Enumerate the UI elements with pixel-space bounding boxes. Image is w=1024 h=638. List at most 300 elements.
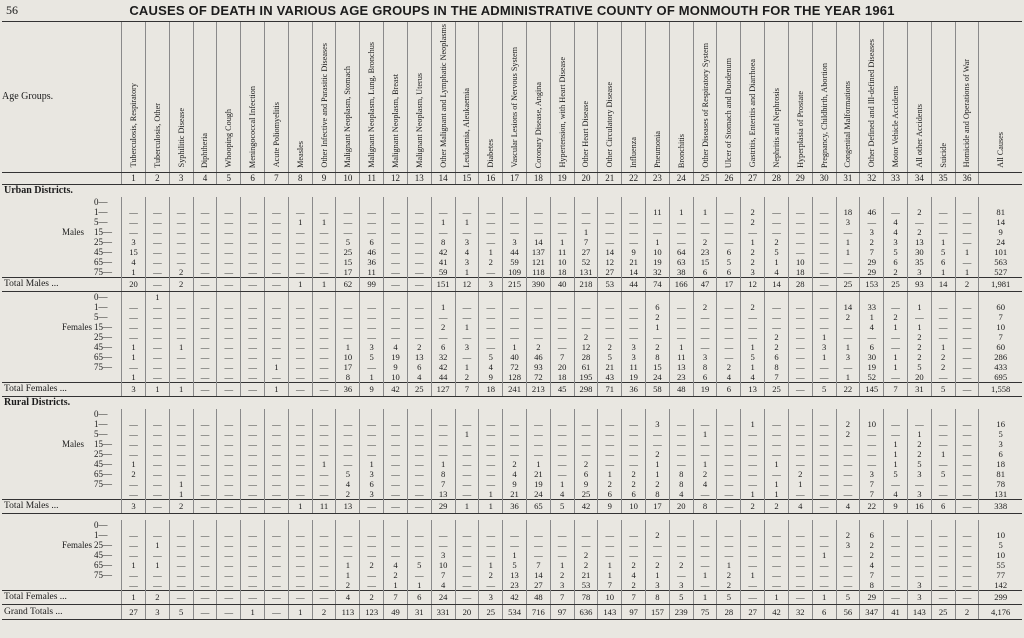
table-cell	[979, 409, 1022, 419]
table-cell: 10	[646, 247, 670, 257]
table-cell: —	[550, 469, 574, 479]
table-cell: —	[622, 439, 646, 449]
column-header-label: All Causes	[996, 132, 1006, 168]
table-cell: 195	[574, 372, 598, 383]
table-cell	[407, 520, 431, 530]
row-label	[2, 550, 122, 560]
table-cell: 21	[622, 257, 646, 267]
table-cell: —	[693, 419, 717, 429]
table-cell: 2	[741, 217, 765, 227]
table-cell: 1	[741, 570, 765, 580]
table-cell: 1	[169, 342, 193, 352]
table-cell: —	[312, 560, 336, 570]
row-label	[2, 217, 122, 227]
table-cell: 1	[503, 342, 527, 352]
table-cell: 78	[574, 590, 598, 604]
table-cell: —	[503, 429, 527, 439]
table-cell: —	[884, 479, 908, 489]
table-cell: 19	[693, 382, 717, 396]
table-cell: 2	[169, 267, 193, 278]
table-cell: 1	[765, 479, 789, 489]
table-cell: —	[836, 362, 860, 372]
table-cell: —	[622, 530, 646, 540]
table-cell: —	[693, 332, 717, 342]
table-cell: 1	[169, 489, 193, 500]
table-cell: 4	[384, 342, 408, 352]
table-cell: —	[646, 429, 670, 439]
table-cell: 4	[884, 227, 908, 237]
table-cell: —	[836, 257, 860, 267]
table-cell: —	[265, 499, 289, 513]
table-cell: 3	[907, 469, 931, 479]
table-cell: 127	[431, 382, 455, 396]
table-cell: —	[288, 530, 312, 540]
table-cell: —	[836, 459, 860, 469]
table-cell: —	[955, 227, 979, 237]
table-cell: —	[336, 207, 360, 217]
table-cell: —	[145, 419, 169, 429]
table-cell	[860, 409, 884, 419]
table-cell: —	[241, 382, 265, 396]
table-cell: 1	[312, 459, 336, 469]
table-cell: 2	[717, 580, 741, 591]
table-cell: —	[169, 590, 193, 604]
table-cell: —	[241, 540, 265, 550]
column-header	[979, 22, 1022, 173]
table-cell: 2	[836, 429, 860, 439]
table-cell: —	[312, 352, 336, 362]
table-cell: 21	[574, 570, 598, 580]
table-cell: —	[693, 227, 717, 237]
table-cell: —	[241, 499, 265, 513]
table-cell: 2	[693, 302, 717, 312]
table-cell: —	[336, 332, 360, 342]
table-cell: —	[812, 362, 836, 372]
table-cell: 2	[741, 302, 765, 312]
table-cell: —	[193, 237, 217, 247]
table-cell	[693, 409, 717, 419]
table-cell: —	[122, 217, 146, 227]
table-cell: —	[169, 439, 193, 449]
table-cell: —	[241, 469, 265, 479]
table-cell: —	[574, 322, 598, 332]
column-header-row	[2, 22, 1022, 173]
table-cell: —	[574, 449, 598, 459]
table-cell: 47	[693, 277, 717, 291]
table-cell: 23	[693, 247, 717, 257]
table-cell: —	[241, 429, 265, 439]
column-header-label: Malignant Neoplasm, Uterus	[414, 72, 424, 168]
table-cell: 36	[622, 382, 646, 396]
table-cell: —	[265, 267, 289, 278]
table-cell: 1	[669, 342, 693, 352]
table-cell: 31	[907, 382, 931, 396]
column-header	[241, 22, 265, 173]
table-cell	[836, 291, 860, 302]
table-cell	[907, 520, 931, 530]
table-cell: 1	[550, 560, 574, 570]
table-cell: 25	[336, 247, 360, 257]
table-cell	[574, 291, 598, 302]
table-cell: —	[169, 560, 193, 570]
table-cell: —	[693, 217, 717, 227]
table-cell: 2	[622, 479, 646, 489]
table-cell: 1	[907, 322, 931, 332]
table-body	[2, 184, 1022, 619]
table-cell: —	[788, 207, 812, 217]
table-cell: —	[265, 489, 289, 500]
table-cell: —	[812, 429, 836, 439]
table-cell: —	[265, 429, 289, 439]
table-cell: 1	[122, 352, 146, 362]
table-cell: —	[479, 479, 503, 489]
table-cell: —	[455, 419, 479, 429]
table-cell: 1	[955, 247, 979, 257]
table-cell: 10	[860, 419, 884, 429]
column-number: 26	[717, 172, 741, 184]
table-cell	[193, 197, 217, 207]
table-cell: —	[241, 342, 265, 352]
table-cell: 2	[860, 550, 884, 560]
table-cell: —	[931, 302, 955, 312]
table-cell: 59	[503, 257, 527, 267]
table-cell: —	[145, 322, 169, 332]
table-cell	[717, 520, 741, 530]
table-cell: 4	[336, 590, 360, 604]
row-label	[2, 237, 122, 247]
table-cell: 2	[836, 530, 860, 540]
table-cell: —	[836, 479, 860, 489]
table-cell: —	[122, 449, 146, 459]
table-cell: —	[407, 540, 431, 550]
table-cell: 25	[836, 277, 860, 291]
table-cell: 2	[455, 372, 479, 383]
table-cell: 1	[431, 217, 455, 227]
column-header	[526, 22, 550, 173]
table-cell: —	[288, 372, 312, 383]
table-cell: 1	[741, 342, 765, 352]
table-cell: —	[788, 429, 812, 439]
table-cell: —	[669, 439, 693, 449]
table-cell: 2	[169, 499, 193, 513]
table-cell: —	[288, 257, 312, 267]
table-cell: 58	[646, 382, 670, 396]
age-group-row	[2, 332, 1022, 342]
table-cell: —	[312, 439, 336, 449]
table-cell: —	[217, 382, 241, 396]
table-cell: —	[169, 322, 193, 332]
table-cell: 11	[622, 362, 646, 372]
table-cell: —	[360, 449, 384, 459]
table-cell: 113	[336, 604, 360, 619]
table-cell: —	[598, 207, 622, 217]
table-cell	[479, 520, 503, 530]
table-cell: —	[407, 449, 431, 459]
table-cell	[836, 409, 860, 419]
table-cell: —	[955, 560, 979, 570]
table-cell: —	[169, 580, 193, 591]
table-cell: 3	[836, 352, 860, 362]
table-cell: —	[265, 419, 289, 429]
table-cell: 42	[431, 362, 455, 372]
row-label	[2, 570, 122, 580]
table-cell: 42	[431, 247, 455, 257]
age-group-row	[2, 257, 1022, 267]
table-cell: —	[479, 439, 503, 449]
table-cell: —	[741, 550, 765, 560]
table-cell	[669, 520, 693, 530]
table-cell: 14	[622, 267, 646, 278]
table-cell: 9	[360, 382, 384, 396]
table-cell: —	[479, 469, 503, 479]
table-cell: 1	[836, 247, 860, 257]
table-cell	[622, 409, 646, 419]
table-cell: 93	[526, 362, 550, 372]
table-cell: 6	[693, 372, 717, 383]
table-cell: 59	[431, 267, 455, 278]
table-cell: —	[884, 372, 908, 383]
table-cell: 18	[979, 459, 1022, 469]
table-cell: 13	[336, 499, 360, 513]
table-cell: —	[193, 580, 217, 591]
table-cell	[265, 291, 289, 302]
table-cell: 5	[669, 590, 693, 604]
table-cell: —	[741, 560, 765, 570]
column-header	[717, 22, 741, 173]
table-cell: —	[265, 530, 289, 540]
table-cell: —	[193, 342, 217, 352]
table-cell: —	[765, 302, 789, 312]
table-cell: 17	[336, 267, 360, 278]
table-cell: 27	[574, 247, 598, 257]
table-cell: 4	[717, 372, 741, 383]
row-label	[2, 429, 122, 439]
table-cell: —	[479, 459, 503, 469]
age-label: 25—	[94, 448, 112, 459]
table-cell: 1	[455, 217, 479, 227]
table-cell: 2	[646, 560, 670, 570]
age-group-row	[2, 489, 1022, 500]
table-cell: —	[265, 570, 289, 580]
table-cell: 3	[479, 590, 503, 604]
table-cell: —	[384, 312, 408, 322]
table-cell	[860, 520, 884, 530]
table-cell: —	[312, 429, 336, 439]
table-cell: —	[336, 312, 360, 322]
table-cell: —	[288, 570, 312, 580]
table-cell: 5	[765, 247, 789, 257]
table-cell: —	[788, 530, 812, 540]
table-cell: —	[407, 530, 431, 540]
table-cell	[884, 409, 908, 419]
table-cell	[241, 520, 265, 530]
table-cell: 4	[693, 479, 717, 489]
column-header-label: Other Infective and Parasitic Diseases	[319, 43, 329, 168]
table-cell: 1	[169, 382, 193, 396]
table-cell	[550, 291, 574, 302]
table-cell: 7	[860, 489, 884, 500]
age-label: 0—	[94, 408, 108, 419]
age-label: 1—	[94, 418, 108, 429]
table-cell	[336, 409, 360, 419]
table-cell: 2	[646, 479, 670, 489]
table-cell: —	[145, 207, 169, 217]
table-cell: 1	[765, 257, 789, 267]
table-cell: 46	[860, 207, 884, 217]
table-cell: —	[526, 322, 550, 332]
table-cell: —	[598, 332, 622, 342]
table-cell: —	[384, 479, 408, 489]
table-cell: —	[312, 322, 336, 332]
table-cell: 3	[907, 267, 931, 278]
table-cell: 8	[693, 362, 717, 372]
table-cell	[884, 520, 908, 530]
table-cell: —	[145, 257, 169, 267]
table-cell: —	[622, 302, 646, 312]
table-cell: 35	[907, 257, 931, 267]
column-number: 25	[693, 172, 717, 184]
column-header	[431, 22, 455, 173]
table-cell: 3	[479, 277, 503, 291]
table-cell: —	[360, 439, 384, 449]
row-label	[2, 267, 122, 278]
table-cell: —	[788, 322, 812, 332]
table-cell: —	[526, 312, 550, 322]
table-cell: 2	[479, 570, 503, 580]
table-cell: —	[479, 550, 503, 560]
table-cell: —	[717, 459, 741, 469]
table-cell: —	[241, 570, 265, 580]
table-cell: —	[217, 352, 241, 362]
table-cell	[503, 409, 527, 419]
table-cell	[931, 520, 955, 530]
table-cell: 13	[669, 362, 693, 372]
table-cell: —	[217, 227, 241, 237]
column-header	[384, 22, 408, 173]
table-cell: 1	[336, 560, 360, 570]
table-cell: —	[288, 540, 312, 550]
table-cell: —	[788, 439, 812, 449]
table-cell: —	[812, 560, 836, 570]
table-cell: —	[193, 322, 217, 332]
row-label	[2, 530, 122, 540]
column-header	[455, 22, 479, 173]
table-cell: —	[765, 227, 789, 237]
table-cell: —	[812, 277, 836, 291]
table-cell: 2	[765, 342, 789, 352]
table-cell: —	[907, 479, 931, 489]
table-cell: —	[312, 382, 336, 396]
table-cell: —	[241, 207, 265, 217]
table-cell: 1	[812, 590, 836, 604]
table-cell: —	[955, 257, 979, 267]
column-number: 11	[360, 172, 384, 184]
table-cell: —	[550, 540, 574, 550]
table-cell: —	[122, 489, 146, 500]
table-cell: 19	[622, 372, 646, 383]
table-cell: —	[598, 322, 622, 332]
table-cell: —	[217, 362, 241, 372]
table-cell: —	[526, 302, 550, 312]
column-number: 31	[836, 172, 860, 184]
age-group-row	[2, 247, 1022, 257]
table-cell: —	[384, 530, 408, 540]
table-cell: 44	[431, 372, 455, 383]
table-cell: 142	[979, 580, 1022, 591]
table-cell: —	[526, 207, 550, 217]
table-cell: —	[765, 322, 789, 332]
table-cell: —	[526, 530, 550, 540]
row-label: Total Females ...	[2, 590, 122, 604]
table-cell: —	[217, 312, 241, 322]
table-cell	[288, 291, 312, 302]
table-cell: 1	[526, 459, 550, 469]
table-cell: 2	[907, 342, 931, 352]
table-cell: 3	[503, 237, 527, 247]
table-cell: 1	[336, 570, 360, 580]
table-cell	[741, 197, 765, 207]
table-cell: —	[931, 560, 955, 570]
table-cell: —	[455, 439, 479, 449]
table-cell: —	[122, 540, 146, 550]
table-cell: —	[669, 312, 693, 322]
table-cell: —	[622, 237, 646, 247]
table-cell: —	[765, 550, 789, 560]
table-cell: —	[312, 362, 336, 372]
table-cell: 527	[979, 267, 1022, 278]
table-cell: 11	[550, 247, 574, 257]
table-cell: —	[788, 342, 812, 352]
age-label: 75—	[94, 569, 112, 580]
table-cell: 72	[503, 362, 527, 372]
table-cell: —	[288, 439, 312, 449]
table-cell: —	[217, 237, 241, 247]
table-cell: —	[169, 372, 193, 383]
table-cell	[574, 197, 598, 207]
table-cell: —	[145, 312, 169, 322]
table-cell: —	[431, 429, 455, 439]
row-label	[2, 520, 122, 530]
table-cell: —	[812, 439, 836, 449]
table-cell: 2	[765, 499, 789, 513]
table-cell: —	[503, 207, 527, 217]
table-cell: 2	[336, 489, 360, 500]
age-group-row	[2, 207, 1022, 217]
table-cell: 17	[717, 277, 741, 291]
table-cell: 9	[979, 227, 1022, 237]
table-cell: 10	[979, 550, 1022, 560]
table-cell: 3	[860, 227, 884, 237]
table-cell: 9	[479, 372, 503, 383]
age-label: 25—	[94, 539, 112, 550]
table-cell: —	[407, 550, 431, 560]
column-header-label: Malignant Neoplasm, Lung, Bronchus	[367, 41, 377, 168]
table-cell: —	[145, 439, 169, 449]
table-cell: —	[765, 429, 789, 439]
table-cell	[479, 291, 503, 302]
table-cell: —	[884, 570, 908, 580]
age-group-row	[2, 550, 1022, 560]
table-cell: —	[360, 312, 384, 322]
table-cell	[122, 520, 146, 530]
table-cell	[169, 197, 193, 207]
table-cell: —	[145, 237, 169, 247]
table-cell	[574, 520, 598, 530]
table-cell: —	[503, 302, 527, 312]
table-cell: —	[931, 459, 955, 469]
age-group-row	[2, 449, 1022, 459]
table-cell: —	[550, 449, 574, 459]
